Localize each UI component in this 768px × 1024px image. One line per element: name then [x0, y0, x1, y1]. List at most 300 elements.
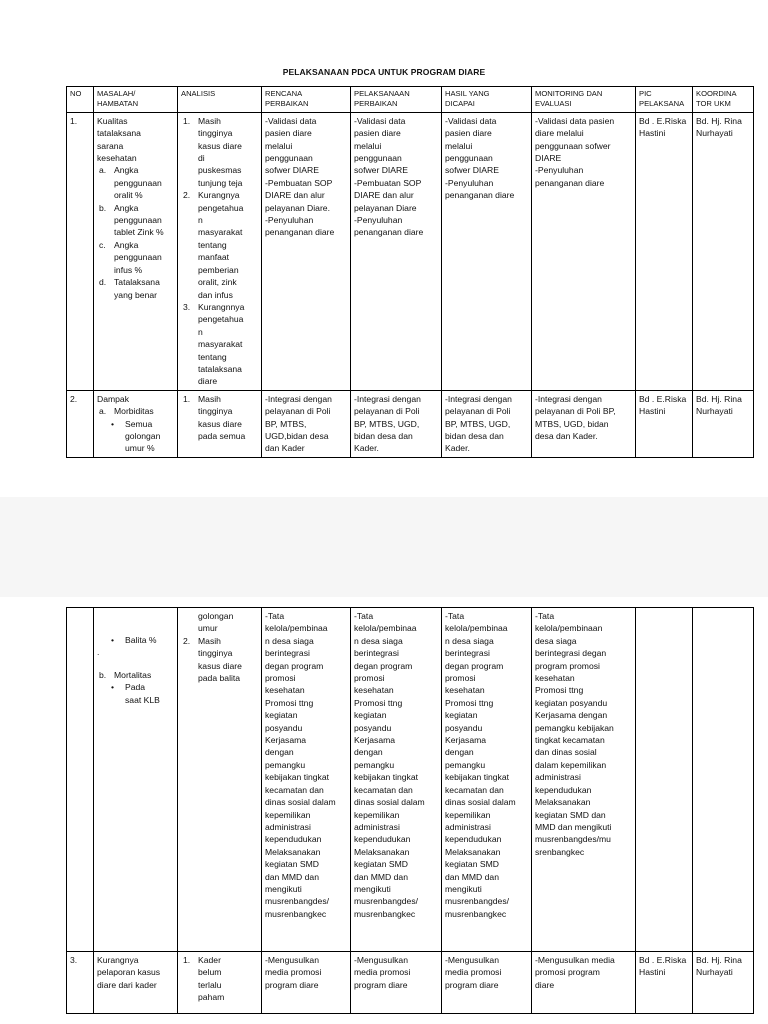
analisis-list	[181, 115, 258, 388]
cell-hasil	[442, 112, 532, 390]
text-line: dan dinas sosial	[535, 747, 597, 758]
text-line: Bd . E.Riska	[639, 393, 687, 404]
text-line: kesehatan	[535, 673, 575, 684]
table-row	[67, 112, 754, 390]
text-line: dinas sosial dalam	[265, 797, 336, 808]
text-line: n desa siaga	[265, 635, 314, 646]
text-line: kebijakan tingkat	[445, 772, 510, 783]
cell-hasil	[442, 390, 532, 457]
text-line: -Tata	[354, 611, 374, 621]
text-line: kegiatan SMD	[265, 859, 319, 870]
text-line: administrasi	[354, 821, 400, 832]
text-line: pelayanan di Poli	[265, 406, 331, 417]
cell-rencana	[262, 952, 351, 1014]
text-line: Dampak	[97, 393, 129, 404]
text-line: n desa siaga	[445, 635, 494, 646]
text-line: dengan	[265, 747, 294, 758]
cell-monitoring	[532, 112, 636, 390]
text-line: dan MMD dan	[354, 871, 408, 882]
text-line: pelayanan Diare	[354, 202, 417, 213]
text-line: sofwer DIARE	[265, 165, 319, 176]
text-line: penggunaan	[114, 215, 162, 226]
text-line: desa dan Kader.	[535, 430, 598, 441]
text-line: -Mengusulkan media	[535, 955, 615, 965]
text-line: pasien diare	[265, 128, 312, 139]
text-line: administrasi	[535, 772, 581, 783]
list-item: b. Mortalitas	[99, 669, 152, 680]
text-line: PELAKSANAAN	[354, 89, 410, 98]
cell-masalah	[94, 952, 178, 1014]
list-marker: 3.	[183, 301, 191, 312]
text-line: kelola/pembinaa	[354, 623, 417, 634]
text-line: melalui	[445, 140, 473, 151]
text-line: Angka	[114, 239, 139, 250]
text-line: dan infus	[198, 289, 233, 300]
text-line: kegiatan SMD	[445, 859, 499, 870]
text-line: kecamatan dan	[445, 784, 504, 795]
text-line: oralit %	[114, 190, 143, 201]
text-line: promosi	[445, 673, 476, 684]
text-line: posyandu	[265, 722, 303, 733]
text-line: musrenbangkec	[354, 908, 416, 919]
text-line: pelayanan di Poli BP,	[535, 406, 616, 417]
row-number: 2.	[67, 390, 94, 457]
list-item	[181, 635, 258, 685]
text-line: -Pembuatan SOP	[265, 177, 333, 188]
list-marker: 1.	[183, 115, 191, 126]
text-line: -Pembuatan SOP	[354, 177, 422, 188]
text-line: MASALAH/	[97, 89, 136, 98]
text-line: pengetahua	[198, 202, 244, 213]
text-line: -Validasi data	[265, 115, 317, 126]
text-line: Kerjasama	[265, 735, 307, 746]
text-line: berintegrasi	[265, 648, 310, 659]
cell-koordinator	[693, 952, 754, 1014]
text-line: kepemilikan	[354, 809, 400, 820]
text-line: berintegrasi degan	[535, 648, 607, 659]
text-line: mengikuti	[354, 883, 391, 894]
text-line: degan program	[445, 660, 504, 671]
list-marker: a.	[99, 165, 107, 176]
list-item: • Pada saat KLB	[97, 681, 174, 706]
text-line: Masih	[198, 115, 221, 126]
text-line: -Mengusulkan	[445, 955, 499, 965]
text-line: RENCANA	[265, 89, 303, 98]
text-line: tatalaksana	[97, 128, 141, 139]
text-line: kependudukan	[445, 834, 502, 845]
cell-monitoring	[532, 952, 636, 1014]
text-line: tingginya	[198, 406, 233, 417]
text-line: belum	[198, 967, 222, 978]
text-line: kegiatan SMD dan	[535, 809, 606, 820]
text-line: posyandu	[354, 722, 392, 733]
cell-analisis	[178, 390, 262, 457]
text-line: -Penyuluhan	[265, 215, 314, 226]
text-line: kasus diare	[198, 660, 242, 671]
list-item: • Semua golongan umur %	[97, 418, 174, 455]
text-line: -Penyuluhan	[535, 165, 584, 176]
cell-monitoring	[532, 608, 636, 952]
text-line: umur %	[125, 443, 155, 454]
list-marker: 1.	[183, 393, 191, 404]
text-line: -Integrasi dengan	[265, 393, 332, 404]
text-line: sofwer DIARE	[354, 165, 408, 176]
text-line: PERBAIKAN	[354, 99, 398, 109]
text-line: kesehatan	[97, 153, 137, 164]
text-line: penggunaan sofwer	[535, 140, 611, 151]
cell-pelaksanaan	[351, 952, 442, 1014]
text-line: tablet Zink %	[114, 227, 164, 238]
text-line: Promosi ttng	[535, 685, 584, 696]
text-line: tentang	[198, 351, 227, 362]
list-item	[97, 239, 174, 276]
text-line: -Validasi data	[354, 115, 406, 126]
text-line: sarana	[97, 140, 124, 151]
text-line: musrenbangdes/	[265, 896, 330, 907]
list-item: a. Morbiditas	[99, 406, 154, 417]
text-line: penggunaan	[114, 177, 162, 188]
text-line: n desa siaga	[354, 635, 403, 646]
text-line: musrenbangdes/	[354, 896, 419, 907]
text-line: -Validasi data pasien	[535, 115, 615, 126]
text-line: Promosi ttng	[354, 697, 403, 708]
text-line: paham	[198, 992, 225, 1003]
text-line: tatalaksana	[198, 363, 242, 374]
text-line: sofwer DIARE	[445, 165, 499, 176]
text-line: kesehatan	[265, 685, 305, 696]
text-line: kependudukan	[265, 834, 322, 845]
pdca-table-page-1	[66, 86, 754, 458]
table-row	[67, 608, 754, 952]
text-line: pasien diare	[445, 128, 492, 139]
header-koordinator	[693, 87, 754, 113]
text-line: diare dari kader	[97, 979, 157, 990]
text-line: tentang	[198, 239, 227, 250]
text-line: Angka	[114, 202, 139, 213]
text-line: dalam kepemilikan	[535, 759, 607, 770]
cell-pic	[636, 112, 693, 390]
stray-dot: .	[97, 647, 100, 658]
list-marker: 1.	[183, 955, 191, 965]
text-line: DIARE dan alur	[265, 190, 325, 201]
text-line: puskesmas	[198, 165, 242, 176]
list-item	[97, 276, 174, 301]
text-line: saat KLB	[125, 694, 160, 705]
text-line: program promosi	[535, 660, 600, 671]
text-line: terlalu	[198, 979, 222, 990]
analisis-list	[181, 393, 258, 443]
text-line: Kurangnnya	[198, 301, 245, 312]
text-line: Melaksanakan	[535, 797, 591, 808]
text-line: HASIL YANG	[445, 89, 490, 98]
list-marker: 2.	[183, 635, 191, 646]
list-item	[181, 115, 258, 189]
cell-pic	[636, 608, 693, 952]
cell-analisis	[178, 608, 262, 952]
text-line: Angka	[114, 165, 139, 176]
cell-masalah	[94, 390, 178, 457]
text-line: Hastini	[639, 406, 666, 417]
cell-pelaksanaan	[351, 390, 442, 457]
cell-rencana	[262, 608, 351, 952]
text-line: promosi program	[535, 967, 600, 978]
text-line: tingkat kecamatan	[535, 735, 605, 746]
analisis-list	[181, 954, 258, 1004]
row-number: 1.	[67, 112, 94, 390]
text-line: kelola/pembinaa	[445, 623, 508, 634]
text-line: -Integrasi dengan	[535, 393, 602, 404]
text-line: kependudukan	[354, 834, 411, 845]
text-line: MTBS, UGD, bidan	[535, 418, 609, 429]
text-line: pelayanan di Poli	[445, 406, 511, 417]
text-line: pemangku	[354, 759, 395, 770]
text-line: program diare	[354, 979, 408, 990]
text-line: pelayanan Diare.	[265, 202, 330, 213]
text-line: oralit, zink	[198, 277, 237, 288]
text-line: kegiatan posyandu	[535, 697, 608, 708]
text-line: MMD dan mengikuti	[535, 821, 612, 832]
text-line: Melaksanakan	[265, 846, 321, 857]
text-line: Melaksanakan	[445, 846, 501, 857]
list-item	[97, 202, 174, 239]
text-line: bidan desa dan	[445, 430, 504, 441]
text-line: PELAKSANA	[639, 99, 685, 109]
text-line: yang benar	[114, 289, 158, 300]
text-line: kegiatan	[354, 710, 387, 721]
text-line: dan Kader	[265, 443, 305, 454]
text-line: PERBAIKAN	[265, 99, 309, 109]
text-line: -Mengusulkan	[354, 955, 408, 965]
text-line: Kurangnya	[97, 955, 139, 965]
cell-pelaksanaan	[351, 608, 442, 952]
list-item: • Balita %	[111, 635, 157, 645]
text-line: diare melalui	[535, 128, 584, 139]
text-line: golongan	[125, 430, 161, 441]
text-line: penggunaan	[114, 252, 162, 263]
text-line: penanganan diare	[445, 190, 515, 201]
text-line: desa siaga	[535, 635, 577, 646]
text-line: kegiatan SMD	[354, 859, 408, 870]
list-marker: d.	[99, 277, 107, 288]
text-line: masyarakat	[198, 227, 243, 238]
text-line: penanganan diare	[354, 227, 424, 238]
cell-rencana	[262, 390, 351, 457]
text-line: Bd . E.Riska	[639, 115, 687, 126]
text-line: kecamatan dan	[265, 784, 324, 795]
cell-analisis	[178, 112, 262, 390]
cell-rencana	[262, 112, 351, 390]
text-line: -Validasi data	[445, 115, 497, 126]
text-line: DICAPAI	[445, 99, 475, 109]
text-line: -Penyuluhan	[445, 177, 494, 188]
text-line: mengikuti	[265, 883, 302, 894]
text-line: kesehatan	[354, 685, 394, 696]
header-pelaksanaan	[351, 87, 442, 113]
masalah-intro	[97, 115, 174, 165]
list-marker: 2.	[183, 190, 191, 201]
text-line: -Integrasi dengan	[354, 393, 421, 404]
analisis-list	[181, 635, 258, 685]
text-line: Hastini	[639, 128, 666, 139]
text-line: penggunaan	[445, 153, 493, 164]
text-line: pada semua	[198, 430, 246, 441]
row-number	[67, 608, 94, 952]
text-line: Nurhayati	[696, 967, 733, 978]
text-line: n	[198, 326, 203, 337]
text-line: Bd. Hj. Rina	[696, 393, 742, 404]
text-line: promosi	[354, 673, 385, 684]
cell-hasil	[442, 952, 532, 1014]
header-analisis: ANALISIS	[178, 87, 262, 113]
text-line: kebijakan tingkat	[265, 772, 330, 783]
text-line: srenbangkec	[535, 846, 585, 857]
text-line: -Penyuluhan	[354, 215, 403, 226]
text-line: dinas sosial dalam	[354, 797, 425, 808]
text-line: diare	[198, 376, 218, 387]
row-number: 3.	[67, 952, 94, 1014]
text-line: penanganan diare	[535, 177, 605, 188]
text-line: kepemilikan	[265, 809, 311, 820]
text-line: kasus diare	[198, 418, 242, 429]
text-line: Semua	[125, 418, 153, 429]
text-line: penanganan diare	[265, 227, 335, 238]
text-line: program diare	[265, 979, 319, 990]
text-line: dan MMD dan	[445, 871, 499, 882]
header-hasil	[442, 87, 532, 113]
text-line: TOR UKM	[696, 99, 731, 109]
text-line: program diare	[445, 979, 499, 990]
table-row	[67, 390, 754, 457]
text-line: DIARE dan alur	[354, 190, 414, 201]
text-line: Nurhayati	[696, 406, 733, 417]
header-row	[67, 87, 754, 113]
text-line: diare	[535, 979, 555, 990]
text-line: kebijakan tingkat	[354, 772, 419, 783]
text-line: pasien diare	[354, 128, 401, 139]
text-line: penggunaan	[265, 153, 313, 164]
text-line: -Integrasi dengan	[445, 393, 512, 404]
text-line: melalui	[354, 140, 382, 151]
text-line: dan MMD dan	[265, 871, 319, 882]
list-item	[181, 189, 258, 301]
text-line: infus %	[114, 264, 143, 275]
text-line: kegiatan	[445, 710, 478, 721]
text-line: tingginya	[198, 648, 233, 659]
text-line: -Tata	[265, 611, 285, 621]
text-line: Pada	[125, 682, 146, 693]
text-line: mengikuti	[445, 883, 482, 894]
text-line: kepemilikan	[445, 809, 491, 820]
text-line: media promosi	[445, 967, 502, 978]
list-item	[181, 393, 258, 443]
text-line: BP, MTBS, UGD,	[354, 418, 420, 429]
text-line: posyandu	[445, 722, 483, 733]
text-line: Kader.	[354, 443, 379, 454]
header-pic	[636, 87, 693, 113]
text-line: KOORDINA	[696, 89, 737, 98]
text-line: Kader	[198, 955, 221, 965]
text-line: Kerjasama	[354, 735, 396, 746]
cell-koordinator	[693, 390, 754, 457]
cell-masalah	[94, 608, 178, 952]
cell-pelaksanaan	[351, 112, 442, 390]
header-monitoring	[532, 87, 636, 113]
text-line: dengan	[354, 747, 383, 758]
text-line: kegiatan	[265, 710, 298, 721]
text-line: kependudukan	[535, 784, 592, 795]
text-line: EVALUASI	[535, 99, 572, 109]
text-line: Hastini	[639, 967, 666, 978]
cell-koordinator	[693, 608, 754, 952]
cell-pic	[636, 952, 693, 1014]
text-line: degan program	[354, 660, 413, 671]
text-line: Kerjasama	[445, 735, 487, 746]
text-line: berintegrasi	[354, 648, 399, 659]
list-marker: c.	[99, 239, 106, 250]
text-line: -Tata	[535, 611, 555, 621]
text-line: pemangku	[445, 759, 486, 770]
pdca-table-page-2	[66, 607, 754, 1014]
text-line: Bd. Hj. Rina	[696, 115, 742, 126]
text-line: masyarakat	[198, 339, 243, 350]
text-line: kasus diare	[198, 140, 242, 151]
text-line: UGD,bidan desa	[265, 430, 329, 441]
text-line: kelola/pembinaan	[535, 623, 603, 634]
cell-hasil	[442, 608, 532, 952]
text-line: Promosi ttng	[265, 697, 314, 708]
text-line: -Tata	[445, 611, 465, 621]
cell-analisis	[178, 952, 262, 1014]
text-line: musrenbangkec	[265, 908, 327, 919]
text-line: bidan desa dan	[354, 430, 413, 441]
text-line: Nurhayati	[696, 128, 733, 139]
page-break-gap	[0, 497, 768, 597]
masalah-list	[97, 164, 174, 300]
text-line: Kader.	[445, 443, 470, 454]
text-line: BP, MTBS,	[265, 418, 307, 429]
text-line: musrenbangkec	[445, 908, 507, 919]
text-line: dengan	[445, 747, 474, 758]
table-row	[67, 952, 754, 1014]
text-line: pelayanan di Poli	[354, 406, 420, 417]
text-line: berintegrasi	[445, 648, 490, 659]
text-line: pelaporan kasus	[97, 967, 161, 978]
text-line: penggunaan	[354, 153, 402, 164]
text-line: Kerjasama dengan	[535, 710, 608, 721]
masalah-intro	[97, 393, 174, 405]
header-masalah	[94, 87, 178, 113]
text-line: Bd . E.Riska	[639, 955, 687, 965]
text-line: HAMBATAN	[97, 99, 139, 109]
text-line: MONITORING DAN	[535, 89, 603, 98]
text-line: tingginya	[198, 128, 233, 139]
text-line: kesehatan	[445, 685, 485, 696]
text-line: golongan	[198, 611, 234, 621]
text-line: kelola/pembinaa	[265, 623, 328, 634]
text-line: Kualitas	[97, 115, 128, 126]
text-line: pemberian	[198, 264, 239, 275]
text-line: Masih	[198, 393, 221, 404]
text-line: media promosi	[265, 967, 322, 978]
list-marker: b.	[99, 202, 107, 213]
list-item	[181, 301, 258, 388]
list-item	[97, 164, 174, 201]
text-line: dinas sosial dalam	[445, 797, 516, 808]
text-line: administrasi	[265, 821, 311, 832]
text-line: administrasi	[445, 821, 491, 832]
header-no: NO	[67, 87, 94, 113]
text-line: media promosi	[354, 967, 411, 978]
